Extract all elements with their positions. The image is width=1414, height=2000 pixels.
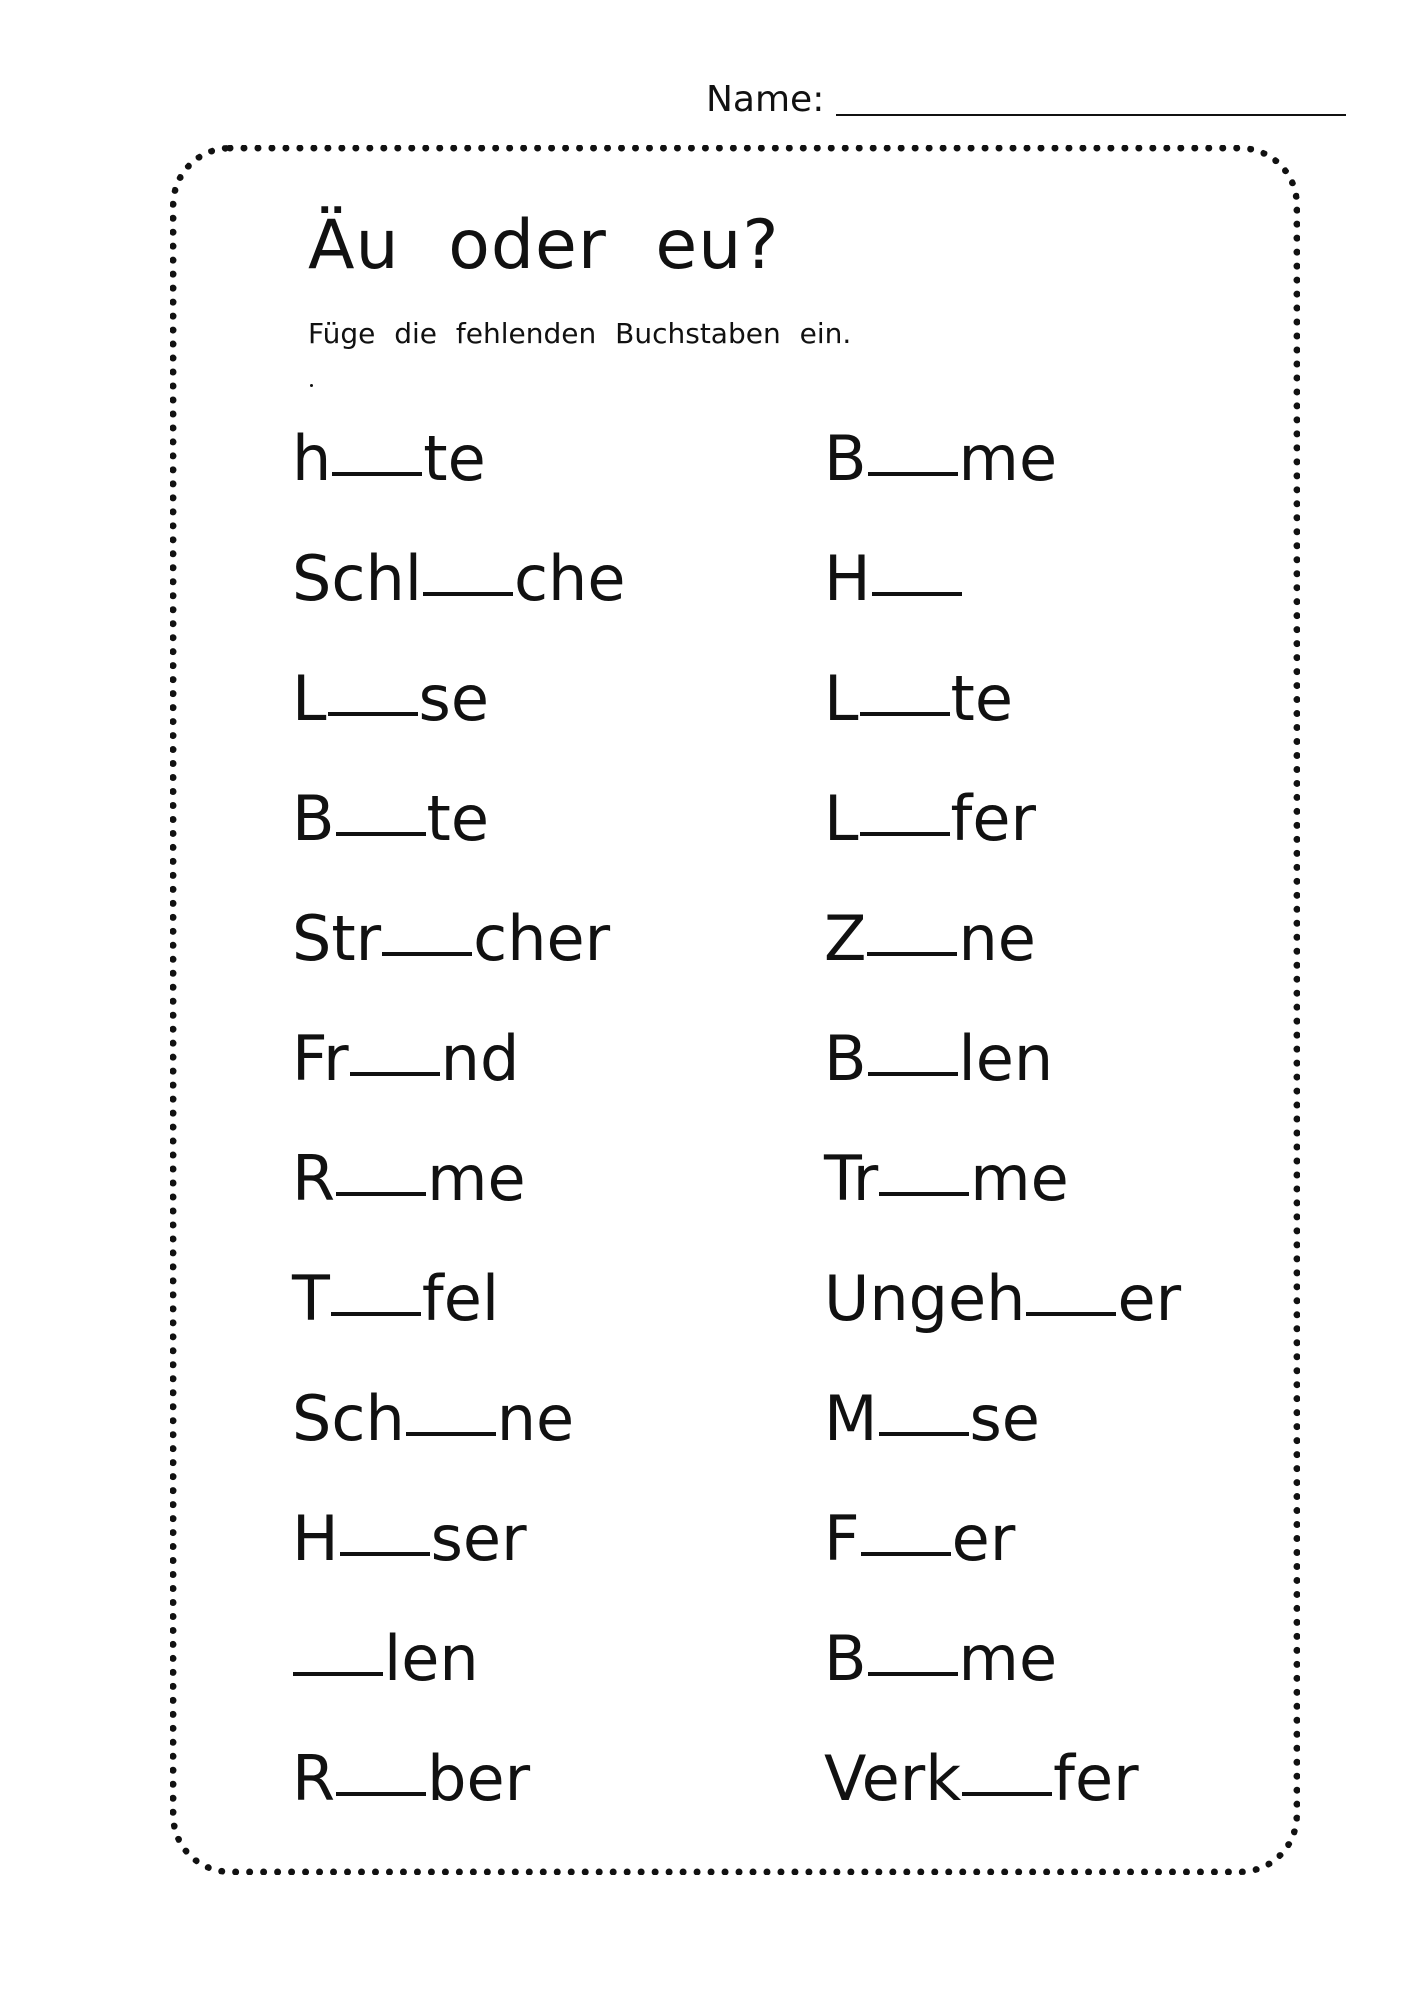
word-suffix: er <box>1117 1262 1182 1335</box>
word-list-left <box>292 422 626 1868</box>
fill-blank[interactable] <box>336 831 426 836</box>
name-field-row <box>706 64 1346 124</box>
word-suffix: se <box>969 1382 1040 1455</box>
word-suffix: er <box>951 1502 1016 1575</box>
word-prefix: F <box>824 1502 860 1575</box>
word-suffix: che <box>513 542 626 615</box>
word-suffix: se <box>418 662 489 735</box>
fill-blank[interactable] <box>336 1191 426 1196</box>
fill-blank[interactable] <box>328 711 418 716</box>
word-prefix: T <box>292 1262 330 1335</box>
word-item <box>824 422 1181 548</box>
word-item <box>824 902 1181 1028</box>
stray-dot <box>310 384 313 387</box>
fill-blank[interactable] <box>406 1431 496 1436</box>
word-prefix: Ungeh <box>824 1262 1026 1335</box>
word-prefix: Schl <box>292 542 422 615</box>
fill-blank[interactable] <box>382 951 472 956</box>
word-prefix: H <box>292 1502 339 1575</box>
word-item <box>824 1262 1182 1388</box>
word-list-right <box>824 422 1182 1868</box>
word-item <box>824 1502 1181 1628</box>
word-item <box>292 422 626 548</box>
fill-blank[interactable] <box>350 1071 440 1076</box>
name-label: Name: <box>706 79 825 120</box>
word-prefix: Tr <box>824 1142 879 1215</box>
word-prefix: B <box>824 422 867 495</box>
word-item <box>292 542 626 668</box>
word-suffix: ber <box>427 1742 531 1815</box>
word-item <box>824 542 1181 668</box>
word-item <box>292 782 626 908</box>
worksheet-instruction: Füge die fehlenden Buchstaben ein. <box>308 317 852 350</box>
word-item <box>824 662 1181 788</box>
fill-blank[interactable] <box>962 1791 1052 1796</box>
fill-blank[interactable] <box>860 831 950 836</box>
fill-blank[interactable] <box>423 591 513 596</box>
word-prefix: Str <box>292 902 382 975</box>
fill-blank[interactable] <box>861 1551 951 1556</box>
word-suffix: ne <box>958 902 1036 975</box>
fill-blank[interactable] <box>293 1671 383 1676</box>
word-item <box>824 1142 1181 1268</box>
fill-blank[interactable] <box>340 1551 430 1556</box>
word-prefix: Verk <box>824 1742 962 1815</box>
word-suffix: fel <box>421 1262 500 1335</box>
word-suffix: ser <box>430 1502 527 1575</box>
word-item <box>292 1142 626 1268</box>
word-suffix: te <box>423 422 486 495</box>
word-item <box>292 1502 626 1628</box>
word-suffix: len <box>384 1622 479 1695</box>
word-suffix: me <box>427 1142 526 1215</box>
word-prefix: B <box>292 782 335 855</box>
word-item <box>292 1622 626 1748</box>
word-suffix: len <box>958 1022 1054 1095</box>
word-item <box>824 1022 1181 1148</box>
name-input-line[interactable] <box>836 113 1346 116</box>
fill-blank[interactable] <box>332 471 422 476</box>
word-prefix: Sch <box>292 1382 405 1455</box>
word-suffix: me <box>958 1622 1058 1695</box>
fill-blank[interactable] <box>879 1431 969 1436</box>
fill-blank[interactable] <box>872 591 962 596</box>
word-prefix: Z <box>824 902 867 975</box>
word-item <box>824 1742 1181 1868</box>
word-prefix: R <box>292 1142 336 1215</box>
word-suffix: me <box>958 422 1058 495</box>
word-prefix: Fr <box>292 1022 349 1095</box>
word-suffix: fer <box>1053 1742 1139 1815</box>
word-item <box>824 782 1181 908</box>
word-item <box>292 1022 626 1148</box>
word-prefix: B <box>824 1622 867 1695</box>
word-suffix: me <box>970 1142 1069 1215</box>
word-suffix: ne <box>496 1382 575 1455</box>
word-item <box>824 1382 1181 1508</box>
word-prefix: H <box>824 542 871 615</box>
word-item <box>292 902 626 1028</box>
fill-blank[interactable] <box>868 1071 958 1076</box>
word-suffix: fer <box>950 782 1037 855</box>
worksheet-title: Äu oder eu? <box>308 206 780 285</box>
fill-blank[interactable] <box>331 1311 421 1316</box>
word-prefix: L <box>292 662 327 735</box>
word-item <box>292 662 626 788</box>
word-prefix: B <box>824 1022 867 1095</box>
word-suffix: te <box>950 662 1014 735</box>
word-suffix: nd <box>440 1022 520 1095</box>
fill-blank[interactable] <box>1026 1311 1116 1316</box>
fill-blank[interactable] <box>868 1671 958 1676</box>
fill-blank[interactable] <box>336 1791 426 1796</box>
word-suffix: te <box>426 782 490 855</box>
fill-blank[interactable] <box>879 1191 969 1196</box>
word-prefix: L <box>824 662 859 735</box>
fill-blank[interactable] <box>868 471 958 476</box>
word-item <box>824 1622 1181 1748</box>
word-item <box>292 1262 626 1388</box>
word-prefix: M <box>824 1382 878 1455</box>
fill-blank[interactable] <box>860 711 950 716</box>
word-suffix: cher <box>473 902 611 975</box>
fill-blank[interactable] <box>867 951 957 956</box>
word-prefix: R <box>292 1742 336 1815</box>
word-item <box>292 1742 626 1868</box>
word-item <box>292 1382 626 1508</box>
word-prefix: h <box>292 422 332 495</box>
word-prefix: L <box>824 782 859 855</box>
